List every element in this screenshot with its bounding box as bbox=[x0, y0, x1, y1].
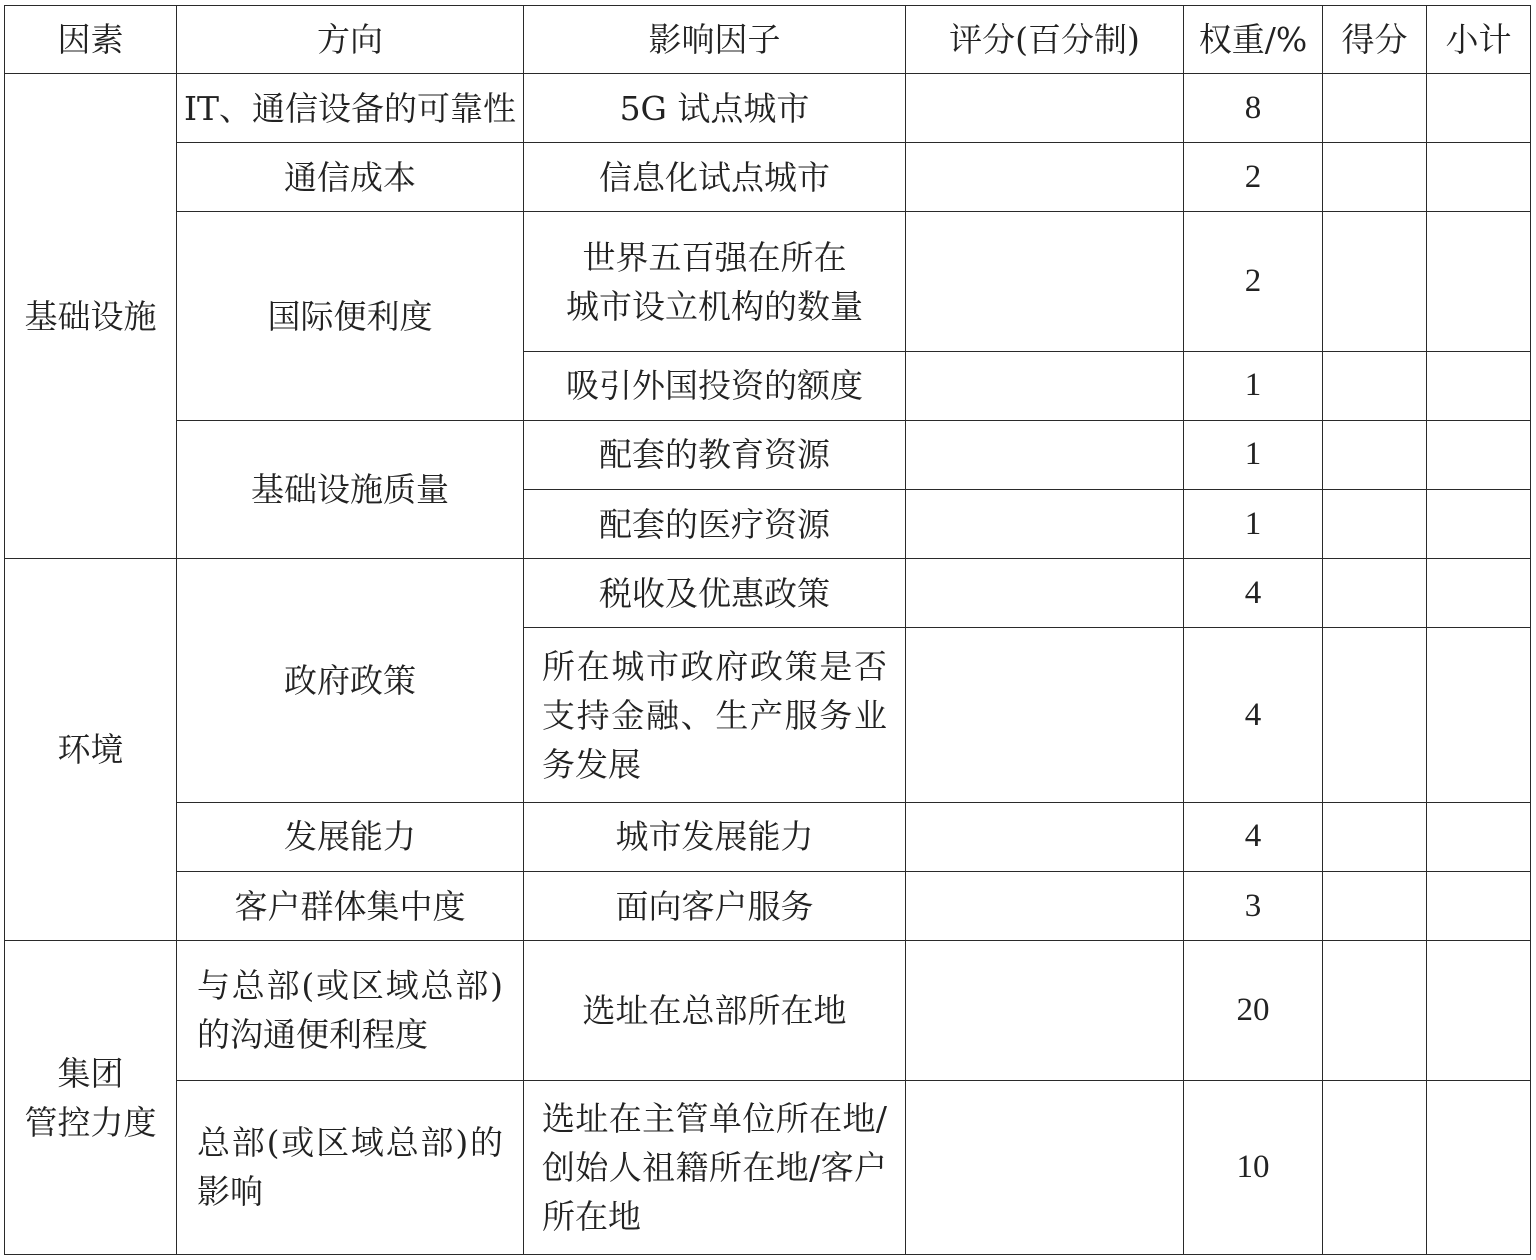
influence-cell: 选址在主管单位所在地/创始人祖籍所在地/客户所在地 bbox=[524, 1080, 906, 1255]
subtotal-cell bbox=[1427, 143, 1531, 212]
weight-cell: 4 bbox=[1184, 559, 1323, 628]
influence-cell: 税收及优惠政策 bbox=[524, 559, 906, 628]
table-row bbox=[5, 74, 1531, 143]
score-cell bbox=[906, 351, 1184, 420]
direction-cell: 政府政策 bbox=[177, 559, 524, 803]
header-weight: 权重/% bbox=[1184, 6, 1323, 74]
direction-cell: 发展能力 bbox=[177, 802, 524, 871]
weight-cell: 2 bbox=[1184, 212, 1323, 351]
weight-cell: 1 bbox=[1184, 420, 1323, 489]
influence-cell: 选址在总部所在地 bbox=[524, 941, 906, 1080]
points-cell bbox=[1323, 212, 1427, 351]
factor-cell: 基础设施 bbox=[5, 74, 177, 559]
influence-cell: 配套的医疗资源 bbox=[524, 490, 906, 559]
points-cell bbox=[1323, 559, 1427, 628]
header-row bbox=[5, 6, 1531, 74]
subtotal-cell bbox=[1427, 212, 1531, 351]
direction-cell: 与总部(或区域总部)的沟通便利程度 bbox=[177, 941, 524, 1080]
influence-cell: 面向客户服务 bbox=[524, 871, 906, 940]
points-cell bbox=[1323, 802, 1427, 871]
evaluation-table-container bbox=[4, 5, 1530, 1255]
weight-cell: 20 bbox=[1184, 941, 1323, 1080]
score-cell bbox=[906, 1080, 1184, 1255]
header-points: 得分 bbox=[1323, 6, 1427, 74]
influence-cell: 配套的教育资源 bbox=[524, 420, 906, 489]
direction-cell: 通信成本 bbox=[177, 143, 524, 212]
header-direction: 方向 bbox=[177, 6, 524, 74]
subtotal-cell bbox=[1427, 490, 1531, 559]
weight-cell: 10 bbox=[1184, 1080, 1323, 1255]
points-cell bbox=[1323, 490, 1427, 559]
table-row bbox=[5, 420, 1531, 489]
table-row bbox=[5, 871, 1531, 940]
header-subtotal: 小计 bbox=[1427, 6, 1531, 74]
points-cell bbox=[1323, 351, 1427, 420]
score-cell bbox=[906, 490, 1184, 559]
weight-cell: 2 bbox=[1184, 143, 1323, 212]
direction-cell: 国际便利度 bbox=[177, 212, 524, 421]
points-cell bbox=[1323, 941, 1427, 1080]
factor-text: 集团 管控力度 bbox=[24, 1053, 157, 1142]
direction-cell: 客户群体集中度 bbox=[177, 871, 524, 940]
influence-cell: 信息化试点城市 bbox=[524, 143, 906, 212]
influence-cell: 城市发展能力 bbox=[524, 802, 906, 871]
influence-cell: 吸引外国投资的额度 bbox=[524, 351, 906, 420]
weight-cell: 4 bbox=[1184, 802, 1323, 871]
subtotal-cell bbox=[1427, 351, 1531, 420]
score-cell bbox=[906, 802, 1184, 871]
table-row bbox=[5, 143, 1531, 212]
direction-cell: 总部(或区域总部)的影响 bbox=[177, 1080, 524, 1255]
weight-cell: 1 bbox=[1184, 351, 1323, 420]
score-cell bbox=[906, 74, 1184, 143]
influence-text: 世界五百强在所在 城市设立机构的数量 bbox=[566, 237, 863, 326]
factor-cell bbox=[5, 941, 177, 1255]
influence-cell: 5G 试点城市 bbox=[524, 74, 906, 143]
points-cell bbox=[1323, 871, 1427, 940]
score-cell bbox=[906, 628, 1184, 802]
factor-cell: 环境 bbox=[5, 559, 177, 941]
subtotal-cell bbox=[1427, 941, 1531, 1080]
points-cell bbox=[1323, 74, 1427, 143]
table-row bbox=[5, 941, 1531, 1080]
evaluation-table bbox=[4, 5, 1531, 1255]
subtotal-cell bbox=[1427, 559, 1531, 628]
weight-cell: 1 bbox=[1184, 490, 1323, 559]
table-row bbox=[5, 802, 1531, 871]
score-cell bbox=[906, 871, 1184, 940]
influence-cell bbox=[524, 212, 906, 351]
points-cell bbox=[1323, 420, 1427, 489]
subtotal-cell bbox=[1427, 1080, 1531, 1255]
subtotal-cell bbox=[1427, 628, 1531, 802]
weight-cell: 8 bbox=[1184, 74, 1323, 143]
table-row bbox=[5, 212, 1531, 351]
score-cell bbox=[906, 941, 1184, 1080]
score-cell bbox=[906, 420, 1184, 489]
header-score: 评分(百分制) bbox=[906, 6, 1184, 74]
subtotal-cell bbox=[1427, 802, 1531, 871]
header-factor: 因素 bbox=[5, 6, 177, 74]
influence-cell: 所在城市政府政策是否支持金融、生产服务业务发展 bbox=[524, 628, 906, 802]
table-row bbox=[5, 1080, 1531, 1255]
score-cell bbox=[906, 559, 1184, 628]
header-influence: 影响因子 bbox=[524, 6, 906, 74]
weight-cell: 3 bbox=[1184, 871, 1323, 940]
table-row bbox=[5, 559, 1531, 628]
direction-cell: 基础设施质量 bbox=[177, 420, 524, 558]
weight-cell: 4 bbox=[1184, 628, 1323, 802]
subtotal-cell bbox=[1427, 871, 1531, 940]
points-cell bbox=[1323, 1080, 1427, 1255]
score-cell bbox=[906, 143, 1184, 212]
score-cell bbox=[906, 212, 1184, 351]
points-cell bbox=[1323, 628, 1427, 802]
subtotal-cell bbox=[1427, 420, 1531, 489]
points-cell bbox=[1323, 143, 1427, 212]
subtotal-cell bbox=[1427, 74, 1531, 143]
direction-cell: IT、通信设备的可靠性 bbox=[177, 74, 524, 143]
